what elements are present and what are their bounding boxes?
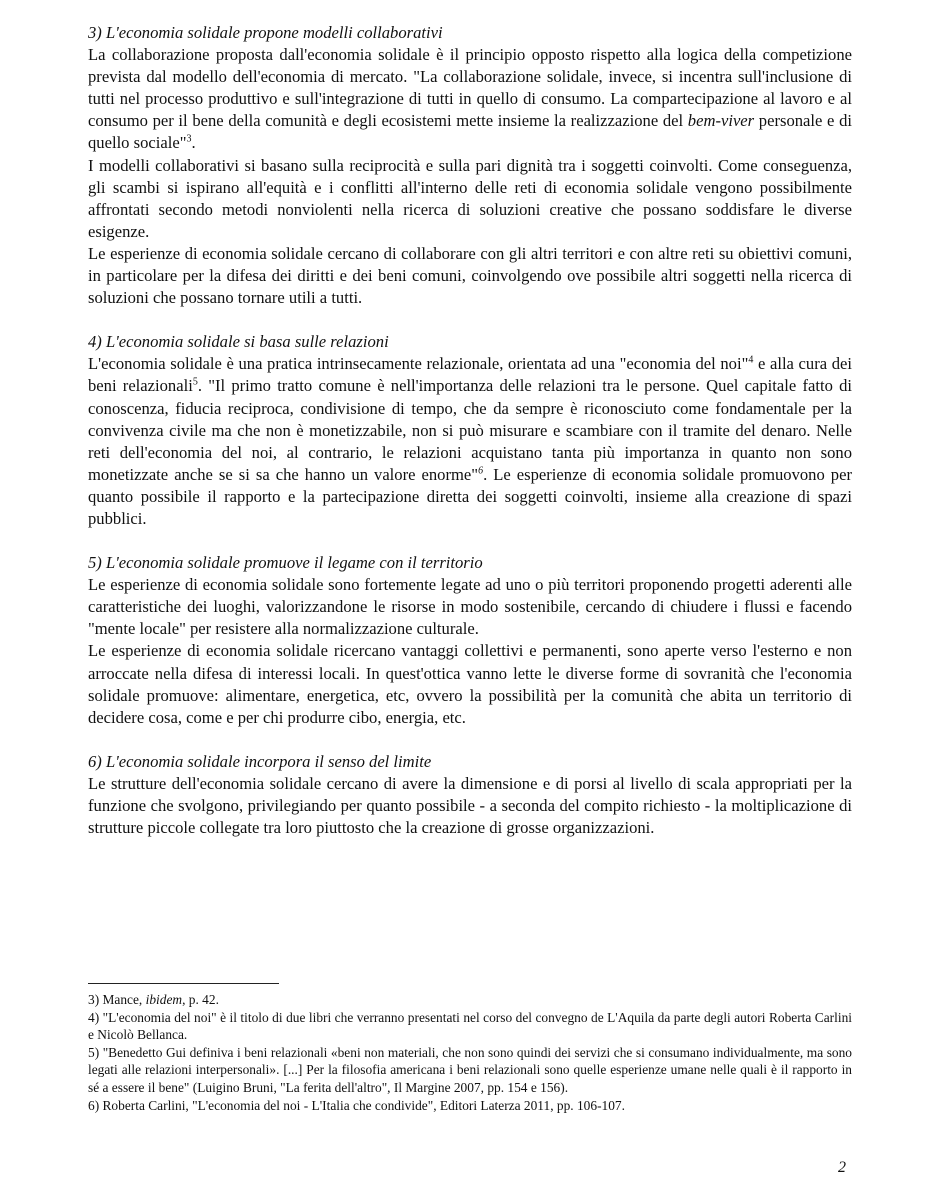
paragraph: Le esperienze di economia solidale cercano di collaborare con gli altri territori e con altre reti su obiettivi comuni, in particolare per la difesa dei diritti e dei beni comuni, coinvolgendo ove possibile altri soggetti nella ricerca di soluzioni che possano tornare utili a tutti.: [88, 243, 852, 308]
section-heading: 6) L'economia solidale incorpora il senso del limite: [88, 751, 432, 771]
text-run: . Le esperienze di economia solidale promuovono per quanto possibile il rapporto e la partecipazione diretta dei soggetti coinvolti, insieme alla creazione di spazi pubblici.: [88, 464, 852, 528]
paragraph: [88, 44, 852, 154]
text-run: . "Il primo tratto comune è nell'importanza delle relazioni tra le persone. Quel capitale fatto di conoscenza, fiducia reciproca, condivisione di tempo, che da sempre è riconosciuto come fondamentale per la convivenza civile ma che non è monetizzabile, non si può misurare e scambiare con il tramite del denaro. Nelle reti dell'economia del noi, al contrario, le relazioni acquistano tanta più importanza in quanto non sono monetizzate anche se si sa che hanno un valore enorme": [88, 376, 852, 484]
footnotes: [88, 991, 852, 1114]
footnote-ref-4[interactable]: 4: [748, 354, 754, 366]
section-heading: 3) L'economia solidale propone modelli collaborativi: [88, 23, 443, 42]
footnote-ref-6[interactable]: 6: [478, 465, 484, 477]
text-run: e alla cura dei beni relazionali: [88, 354, 852, 396]
paragraph: Le esperienze di economia solidale sono fortemente legate ad uno o più territori proponendo progetti aderenti alle caratteristiche dei luoghi, valorizzandone le risorse in modo sostenibile, cercando di chiudere i flussi e facendo "mente locale" per resistere alla normalizzazione culturale.: [88, 575, 852, 639]
footnote-3: [88, 991, 852, 1009]
paragraph: I modelli collaborativi si basano sulla reciprocità e sulla pari dignità tra i soggetti coinvolti. Come conseguenza, gli scambi si ispirano all'equità e i conflitti all'interno delle reti di economia solidale vengono possibilmente affrontati secondo metodi nonviolenti nella ricerca di soluzioni creative che possano soddisfare le diverse esigenze.: [88, 155, 852, 241]
section-heading: 4) L'economia solidale si basa sulle relazioni: [88, 332, 389, 352]
page-number: 2: [838, 1159, 846, 1176]
emphasis-text: bem-viver: [687, 111, 755, 131]
emphasis-text: ibidem: [145, 992, 183, 1007]
footnote-6: 6) Roberta Carlini, "L'economia del noi - L'Italia che condivide", Editori Laterza 2011, pp. 106-107.: [88, 1097, 625, 1113]
paragraph: Le strutture dell'economia solidale cercano di avere la dimensione e di porsi al livello di scala appropriati per la funzione che svolgono, privilegiando per quanto possibile - a seconda del compito richiesto - la moltiplicazione di strutture piccole collegate tra loro piuttosto che la creazione di grosse organizzazioni.: [88, 773, 852, 838]
section-4: [88, 331, 852, 530]
text-run: L'economia solidale è una pratica intrinsecamente relazionale, orientata ad una "economia del noi": [88, 354, 749, 374]
text-run: , p. 42.: [182, 992, 219, 1007]
section-heading: 5) L'economia solidale promuove il legame con il territorio: [88, 553, 483, 573]
paragraph: Le esperienze di economia solidale ricercano vantaggi collettivi e permanenti, sono aperte verso l'esterno e non arroccate nella difesa di interessi locali. In quest'ottica vanno lette le diverse forme di sovranità che l'economia solidale promuove: alimentare, energetica, etc, ovvero la possibilità per la comunità che abita un territorio di decidere cosa, come e per chi produrre cibo, energia, etc.: [88, 641, 852, 727]
text-run: 3) Mance,: [88, 992, 146, 1007]
text-run: personale e di quello sociale": [88, 111, 852, 153]
paragraph: [88, 353, 852, 530]
body-text: [88, 22, 852, 861]
text-run: .: [191, 133, 196, 153]
footnote-divider: [88, 983, 279, 984]
footnote-5: 5) "Benedetto Gui definiva i beni relazionali «beni non materiali, che non sono quindi dei servizi che si consumano individualmente, ma sono legati alle relazioni interpersonali». [...] Per la filosofia americana i beni relazionali sono quelle esperienze umane nelle quali è il rapporto in sé a essere il bene" (Luigino Bruni, "La ferita dell'altro", Il Margine 2007, pp. 154 e 156).: [88, 1044, 852, 1095]
footnote-ref-3[interactable]: 3: [186, 133, 192, 145]
text-run: La collaborazione proposta dall'economia solidale è il principio opposto rispetto alla logica della competizione prevista dal modello dell'economia di mercato. "La collaborazione solidale, invece, si incentra sull'inclusione di tutti nel processo produttivo e sull'integrazione di tutti in quello di consumo. La compartecipazione al lavoro e al consumo per il bene della comunità e degli ecosistemi mette insieme la realizzazione del: [88, 45, 852, 131]
footnote-ref-5[interactable]: 5: [192, 376, 198, 388]
section-5: [88, 552, 852, 729]
section-3: [88, 22, 852, 309]
footnote-4: 4) "L'economia del noi" è il titolo di due libri che verranno presentati nel corso del convegno de L'Aquila da parte degli autori Roberta Carlini e Nicolò Bellanca.: [88, 1009, 852, 1043]
section-6: [88, 751, 852, 839]
